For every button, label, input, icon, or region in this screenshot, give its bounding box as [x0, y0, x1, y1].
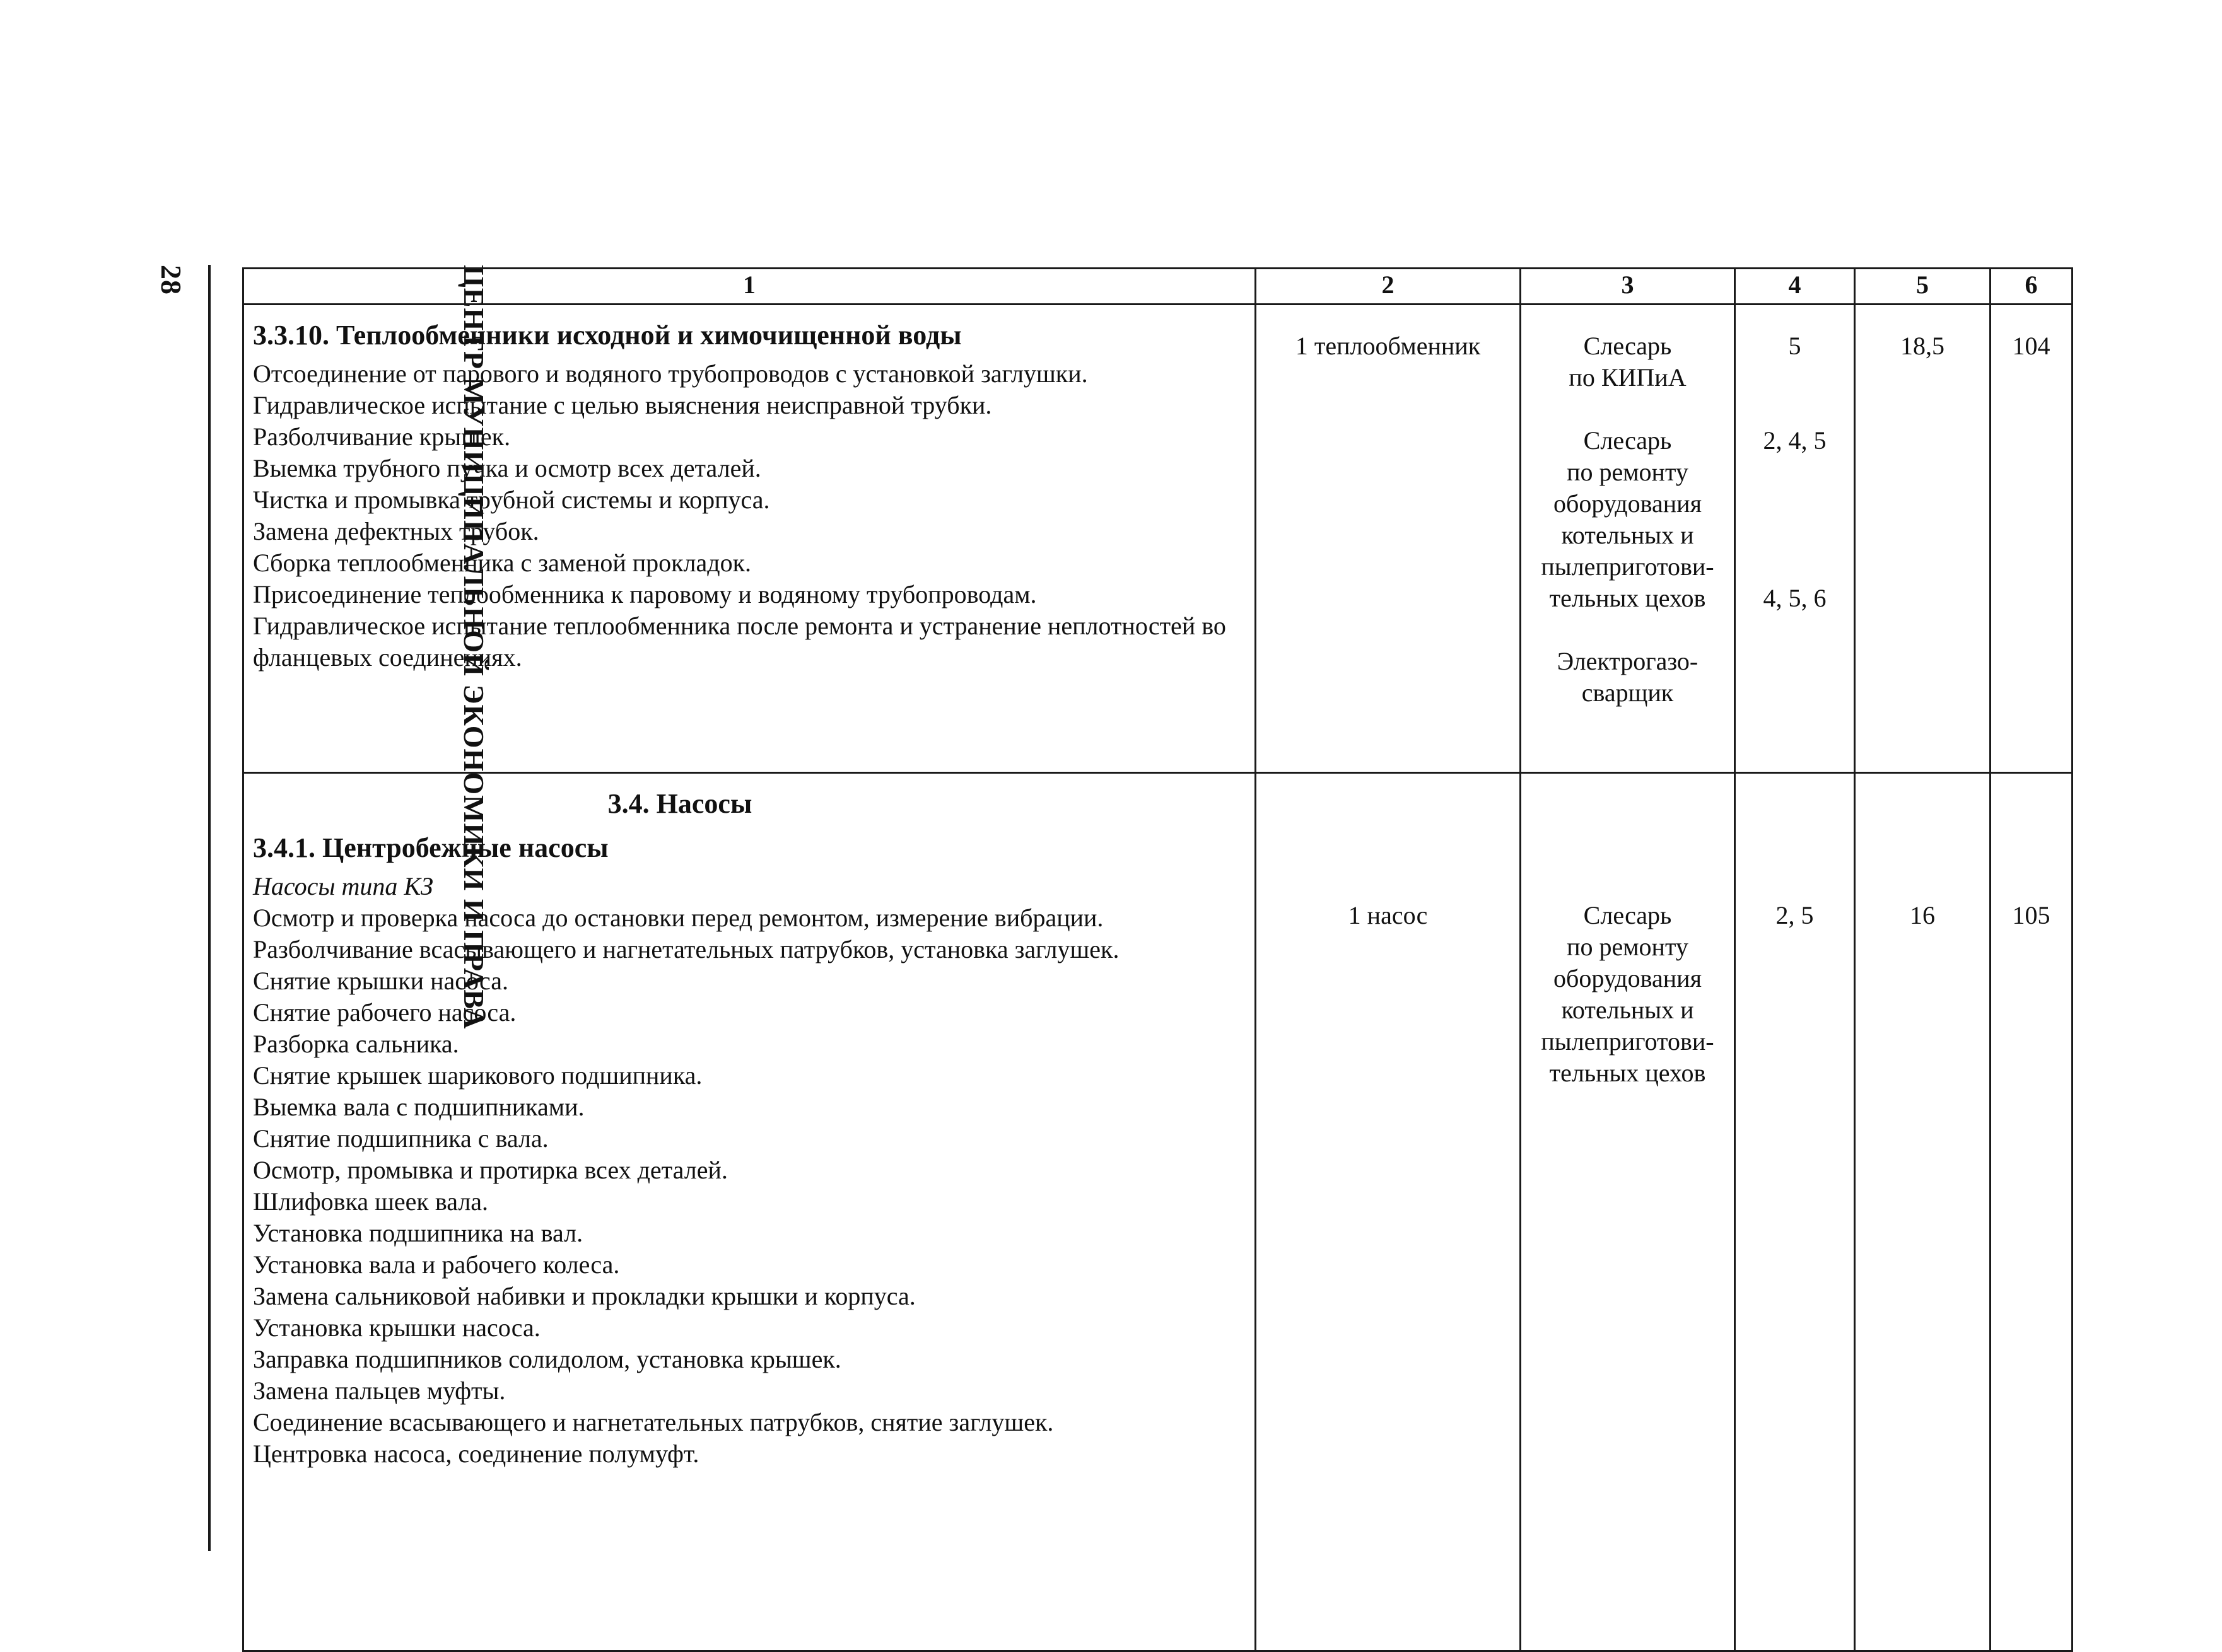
number-cell: 104 — [1991, 305, 2073, 773]
col-header-1: 1 — [243, 269, 1256, 305]
workers-cell — [1521, 305, 1735, 773]
col-header-3: 3 — [1521, 269, 1735, 305]
norm-cell: 18,5 — [1855, 305, 1991, 773]
worker-line: котельных и — [1561, 996, 1694, 1024]
grade-value: 4, 5, 6 — [1763, 584, 1827, 612]
operation-item: Разборка сальника. — [253, 1030, 459, 1058]
grades-cell: 2, 5 — [1735, 773, 1855, 1651]
unit-cell: 1 теплообменник — [1256, 305, 1521, 773]
worker-line: тельных цехов — [1549, 584, 1706, 612]
work-description — [243, 773, 1256, 1651]
worker-line: Слесарь — [1583, 426, 1672, 455]
item-title: 3.4.1. Центробежные насосы — [253, 832, 609, 863]
operation-item: Замена дефектных трубок. — [253, 517, 539, 545]
operation-item: Отсоединение от парового и водяного трубопроводов с установкой заглушки. — [253, 359, 1088, 388]
grades-cell — [1735, 305, 1855, 773]
table-row — [243, 773, 2073, 1651]
worker-line: по ремонту — [1567, 458, 1688, 486]
col-header-2: 2 — [1256, 269, 1521, 305]
work-description — [243, 305, 1256, 773]
number-cell: 105 — [1991, 773, 2073, 1651]
workers-cell — [1521, 773, 1735, 1651]
operation-item: Сборка теплообменника с заменой прокладок. — [253, 549, 752, 577]
operation-item: Чистка и промывка трубной системы и корпуса. — [253, 486, 770, 514]
worker-line: тельных цехов — [1549, 1059, 1706, 1087]
worker-line: пылеприготови- — [1541, 552, 1714, 581]
worker-line: пылеприготови- — [1541, 1027, 1714, 1056]
grade-value: 5 — [1788, 332, 1801, 360]
worker-line: по ремонту — [1567, 933, 1688, 961]
operation-item: Шлифовка шеек вала. — [253, 1187, 489, 1216]
operation-item: Присоединение теплообменника к паровому и водяному трубопроводам. — [253, 580, 1037, 608]
item-subtitle: Насосы типа КЗ — [253, 872, 433, 900]
operation-item: Разболчивание крышек. — [253, 422, 511, 451]
operation-item: Гидравлическое испытание теплообменника после ремонта и устранение неплотностей во фланцевых соединениях. — [253, 612, 1226, 672]
operation-item: Снятие рабочего насоса. — [253, 998, 517, 1027]
col-header-5: 5 — [1855, 269, 1991, 305]
col-header-4: 4 — [1735, 269, 1855, 305]
margin-rule — [208, 265, 211, 1551]
operation-item: Снятие крышек шарикового подшипника. — [253, 1061, 703, 1090]
operation-item: Заправка подшипников солидолом, установка крышек. — [253, 1345, 841, 1373]
operation-item: Снятие крышки насоса. — [253, 967, 508, 995]
worker-line: по КИПиА — [1569, 363, 1687, 392]
worker-line: оборудования — [1553, 489, 1702, 518]
header-row — [243, 269, 2073, 305]
operation-item: Выемка вала с подшипниками. — [253, 1093, 585, 1121]
operation-item: Осмотр, промывка и протирка всех деталей. — [253, 1156, 728, 1184]
worker-line: оборудования — [1553, 964, 1702, 992]
grade-value: 2, 4, 5 — [1763, 426, 1827, 455]
operation-item: Выемка трубного пучка и осмотр всех деталей. — [253, 454, 761, 482]
page-number: 28 — [155, 265, 187, 295]
operation-item: Замена пальцев муфты. — [253, 1376, 506, 1405]
operation-item: Осмотр и проверка насоса до остановки перед ремонтом, измерение вибрации. — [253, 904, 1104, 932]
norms-table — [242, 267, 2073, 1652]
operation-item: Соединение всасывающего и нагнетательных патрубков, снятие заглушек. — [253, 1408, 1054, 1436]
operation-item: Снятие подшипника с вала. — [253, 1124, 549, 1153]
operation-item: Разболчивание всасывающего и нагнетательных патрубков, установка заглушек. — [253, 935, 1120, 963]
section-title: 3.4. Насосы — [607, 788, 752, 819]
organization-name: ЦЕНТР МУНИЦИПАЛЬНОЙ ЭКОНОМИКИ И ПРАВА — [458, 265, 490, 1030]
unit-cell: 1 насос — [1256, 773, 1521, 1651]
worker-line: сварщик — [1581, 678, 1674, 707]
worker-line: котельных и — [1561, 521, 1694, 549]
norm-cell: 16 — [1855, 773, 1991, 1651]
worker-line: Слесарь — [1583, 332, 1672, 360]
col-header-6: 6 — [1991, 269, 2073, 305]
worker-line: Электрогазо- — [1557, 647, 1699, 675]
table-row — [243, 305, 2073, 773]
worker-line: Слесарь — [1583, 901, 1672, 929]
operation-item: Установка вала и рабочего колеса. — [253, 1250, 620, 1279]
operation-item: Гидравлическое испытание с целью выяснения неисправной трубки. — [253, 391, 992, 419]
operation-item: Замена сальниковой набивки и прокладки крышки и корпуса. — [253, 1282, 916, 1310]
operation-item: Установка крышки насоса. — [253, 1313, 541, 1342]
operation-item: Установка подшипника на вал. — [253, 1219, 583, 1247]
operation-item: Центровка насоса, соединение полумуфт. — [253, 1440, 699, 1468]
item-title: 3.3.10. Теплообменники исходной и химочищенной воды — [253, 320, 962, 351]
